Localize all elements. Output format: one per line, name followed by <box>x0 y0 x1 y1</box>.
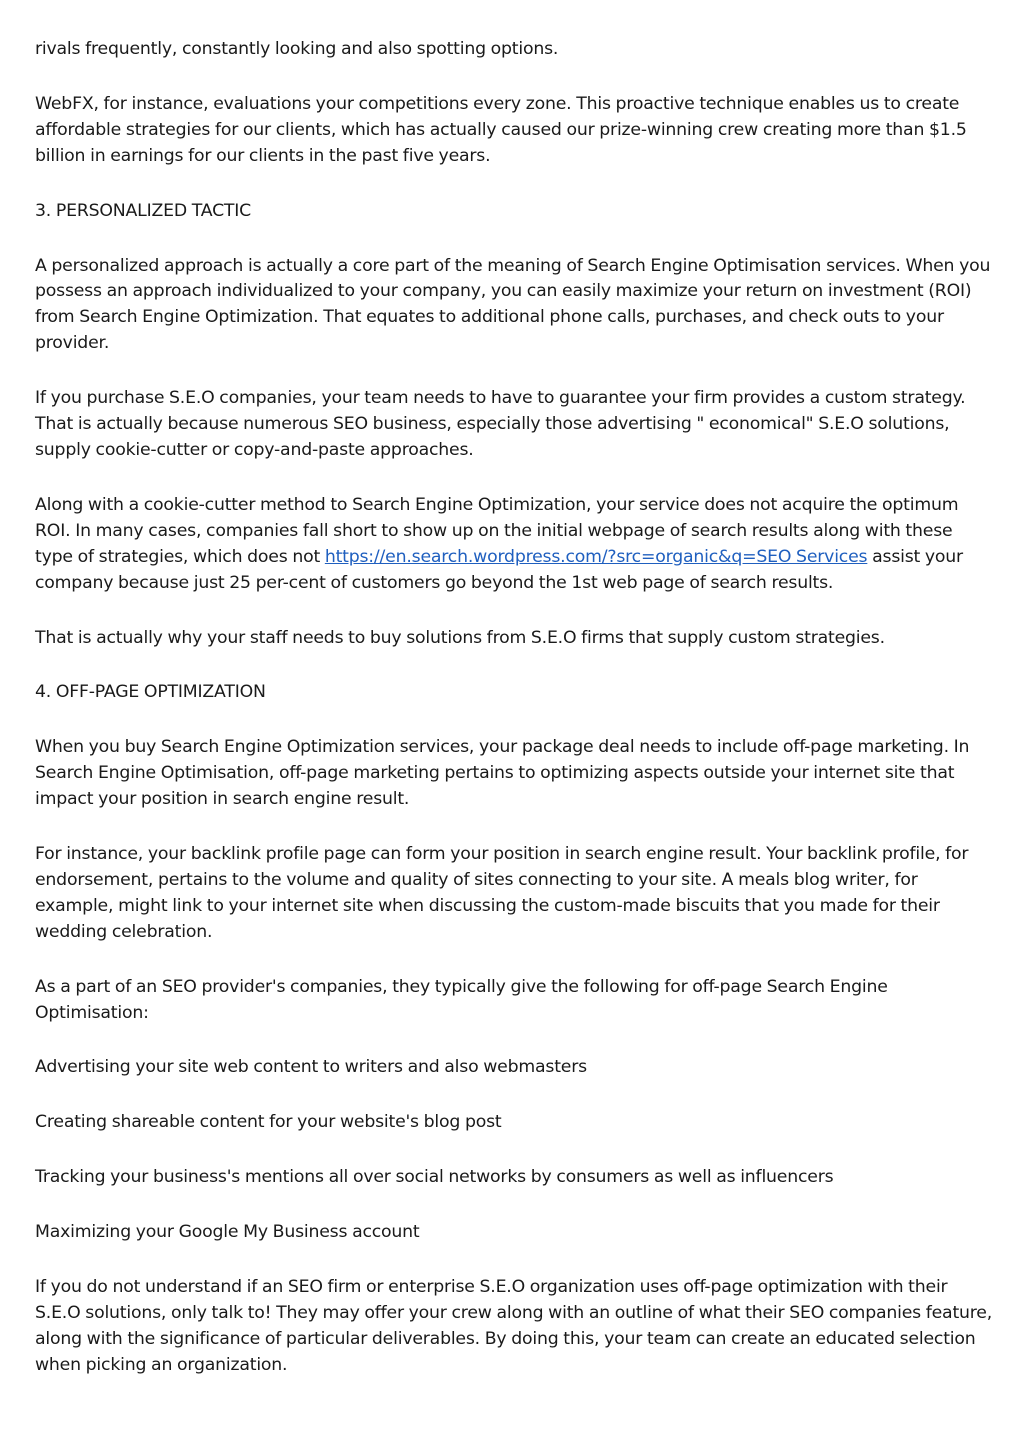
list-item-shareable-content: Creating shareable content for your website's blog post <box>35 1112 502 1133</box>
paragraph-rivals: rivals frequently, constantly looking and also spotting options. <box>35 39 559 59</box>
section-heading-off-page-optimization: 4. OFF-PAGE OPTIMIZATION <box>35 682 266 703</box>
list-item-advertising-content: Advertising your site web content to writers and also webmasters <box>35 1057 587 1078</box>
list-item-tracking-mentions: Tracking your business's mentions all over social networks by consumers as well as influencers <box>35 1167 834 1188</box>
paragraph-ask-seo-firm: If you do not understand if an SEO firm or enterprise S.E.O organization uses off-page optimization with their S.E.O solutions, only talk to! They may offer your crew along with an outline of what their SEO companies feature, along with the significance of particular deliverables. By doing this, your team can create an educated selection when picking an organization. <box>35 1277 993 1375</box>
paragraph-purchase-seo: If you purchase S.E.O companies, your team needs to have to guarantee your firm provides a custom strategy. That is actually because numerous SEO business, especially those advertising " economical" S.E.O solutions, supply cookie-cutter or copy-and-paste approaches. <box>35 388 966 460</box>
paragraph-cookie-cutter-text-start: Along with a cookie-cutter method to Search Engine Optimization, your service does not acquire the optimum ROI. In many cases, companies fall short to show up on the initial webpage of search results along with these type of strategies, which does not <box>35 494 959 567</box>
paragraph-personalized-approach: A personalized approach is actually a core part of the meaning of Search Engine Optimisation services. When you possess an approach individualized to your company, you can easily maximize your return on investment (ROI) from Search Engine Optimization. That equates to additional phone calls, purchases, and check outs to your provider. <box>35 255 991 354</box>
paragraph-cookie-cutter <box>35 493 995 597</box>
paragraph-webfx: WebFX, for instance, evaluations your competitions every zone. This proactive technique enables us to create affordable strategies for our clients, which has actually caused our prize-winning crew creating more than $1.5 billion in earnings for our clients in the past five years. <box>35 93 967 166</box>
seo-services-link[interactable]: https://en.search.wordpress.com/?src=organic&q=SEO Services <box>324 546 868 567</box>
paragraph-off-page-services-intro: As a part of an SEO provider's companies, they typically give the following for off-page Search Engine Optimisation: <box>35 976 888 1023</box>
document-body <box>35 37 995 1408</box>
list-item-google-my-business: Maximizing your Google My Business account <box>35 1222 420 1243</box>
paragraph-custom-strategies: That is actually why your staff needs to buy solutions from S.E.O firms that supply custom strategies. <box>35 627 885 648</box>
paragraph-backlink-profile: For instance, your backlink profile page can form your position in search engine result. Your backlink profile, for endorsement, pertains to the volume and quality of sites connecting to your site. A meals blog writer, for example, might link to your internet site when discussing the custom-made biscuits that you made for their wedding celebration. <box>35 844 969 942</box>
paragraph-cookie-cutter-text-end: assist your company because just 25 per-cent of customers go beyond the 1st web page of search results. <box>35 546 963 593</box>
section-heading-personalized-tactic: 3. PERSONALIZED TACTIC <box>35 200 252 221</box>
paragraph-off-page-marketing: When you buy Search Engine Optimization services, your package deal needs to include off-page marketing. In Search Engine Optimisation, off-page marketing pertains to optimizing aspects outside your internet site that impact your position in search engine result. <box>35 737 970 810</box>
